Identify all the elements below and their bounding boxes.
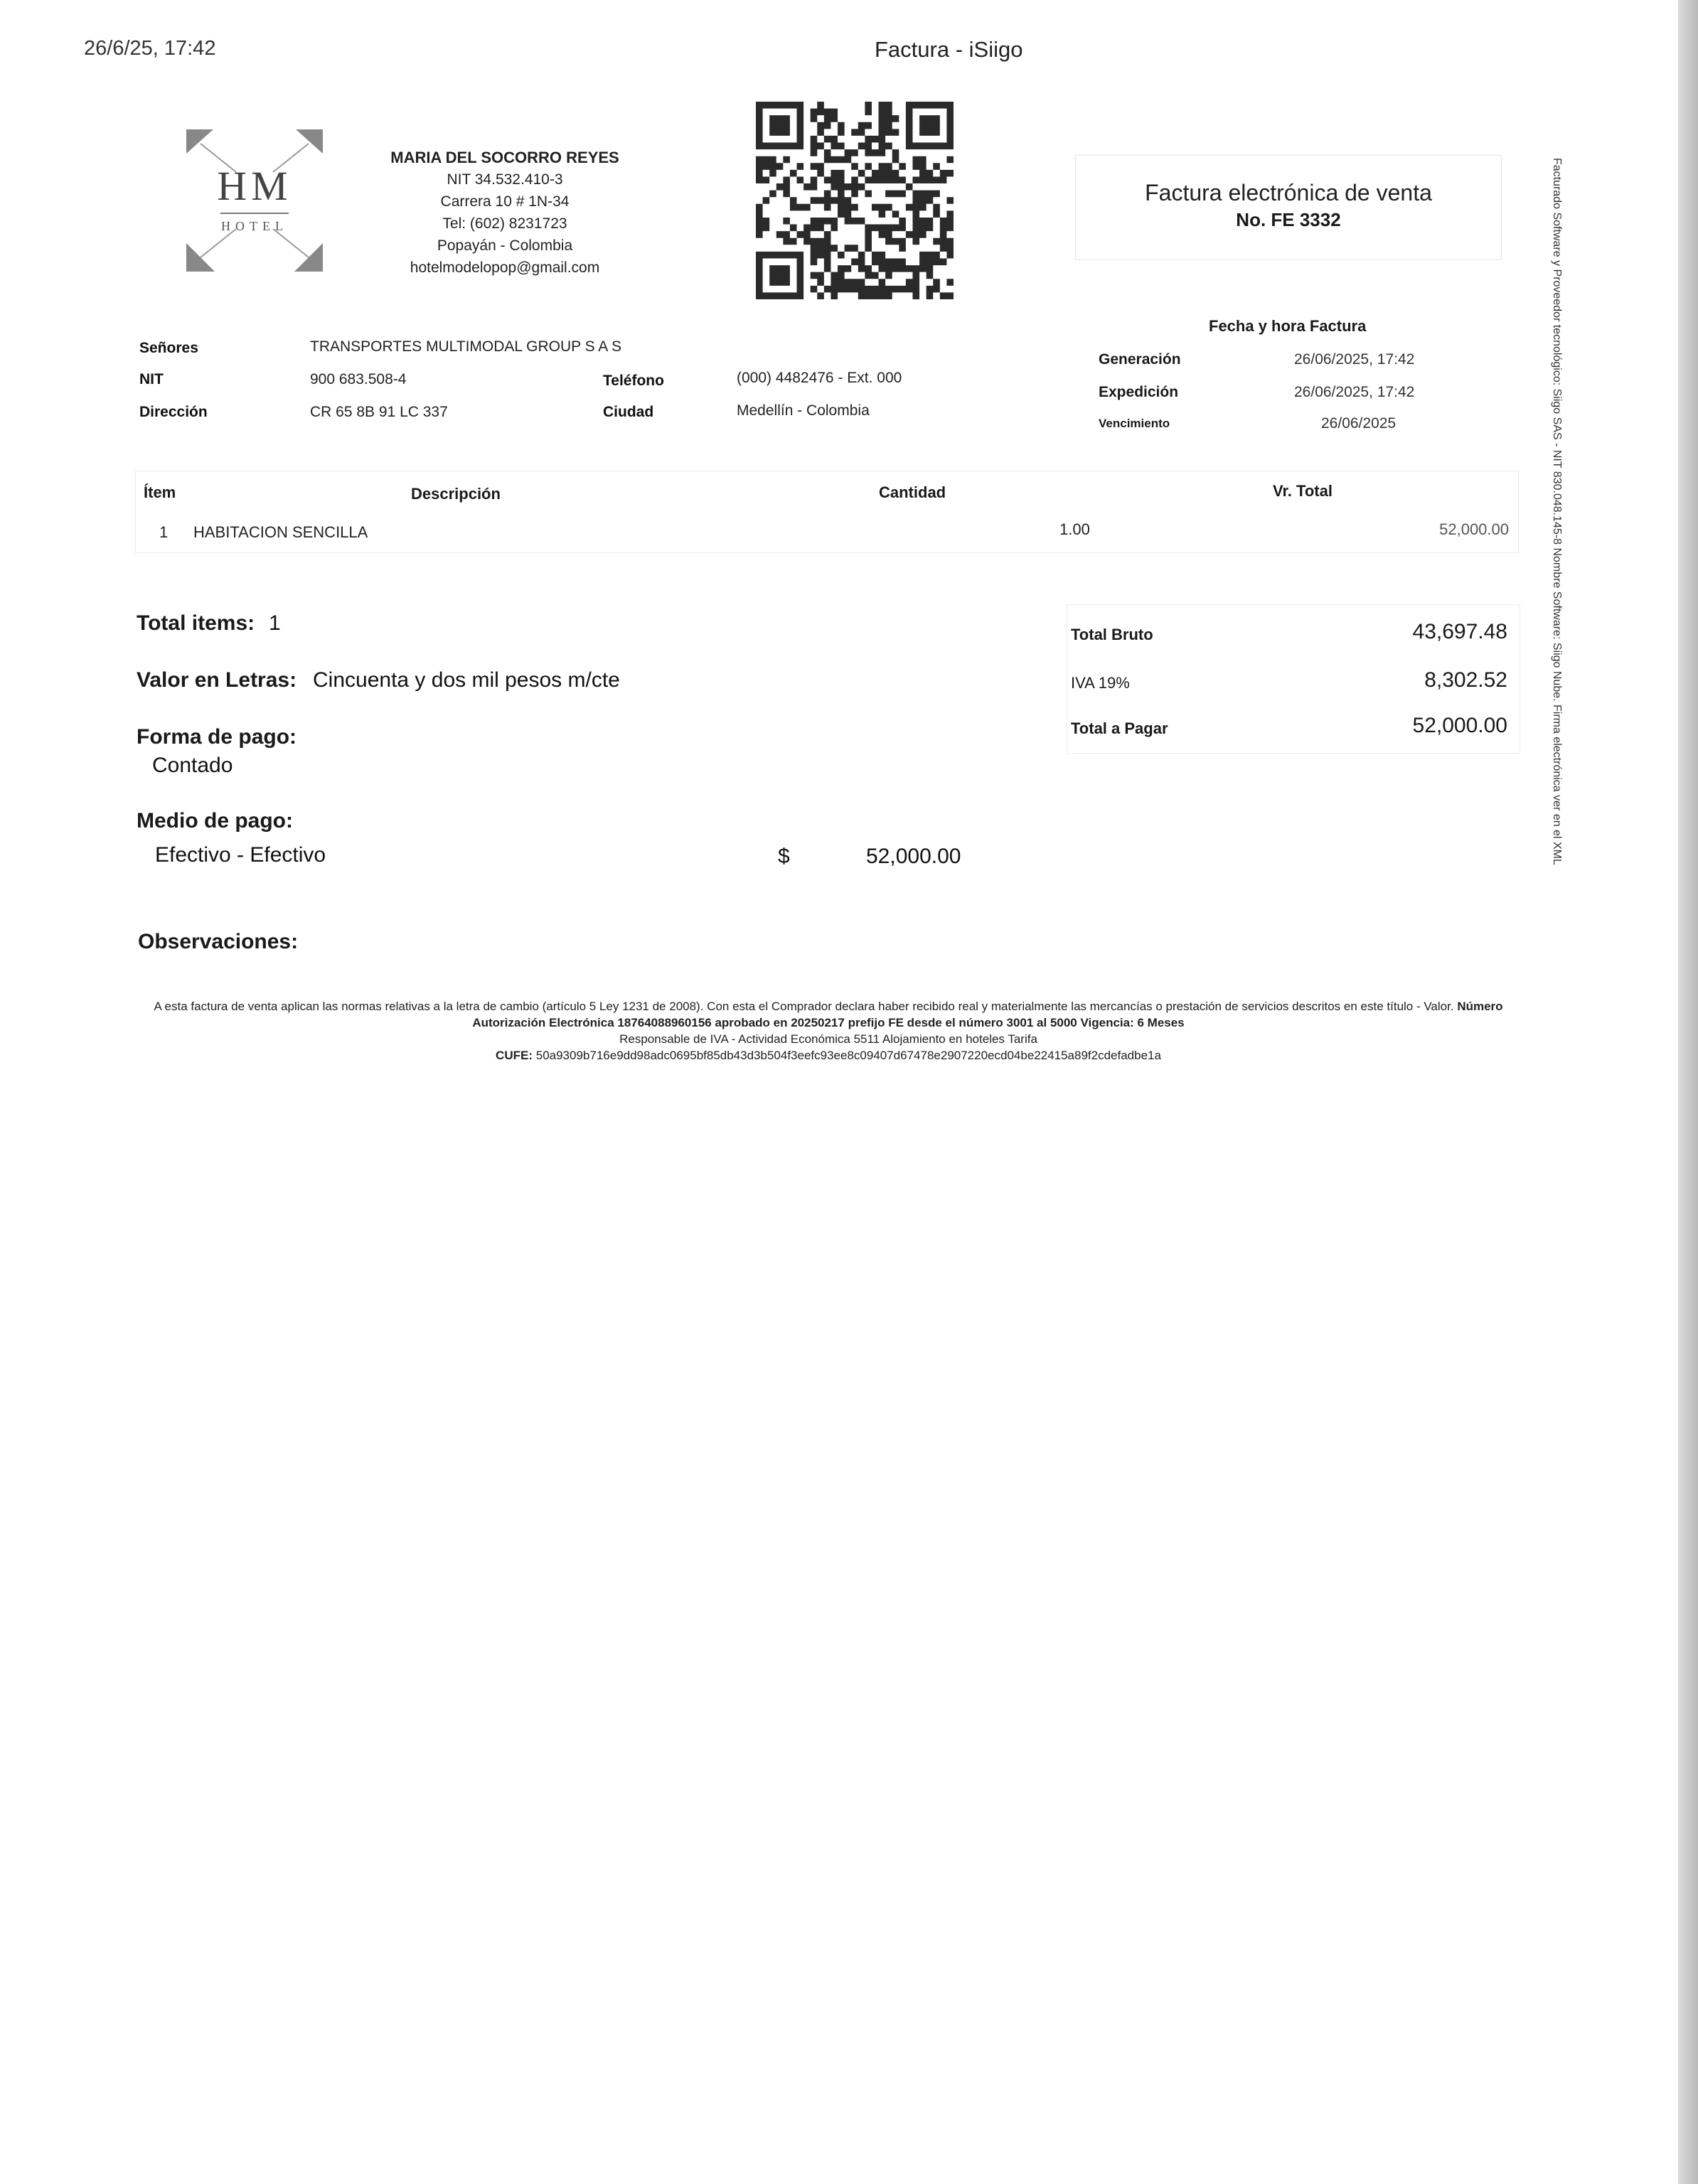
table-header-total: Vr. Total	[1273, 482, 1333, 500]
customer-nit-label: NIT	[139, 371, 164, 387]
currency-symbol: $	[778, 845, 790, 868]
customer-nit-value: 900 683.508-4	[310, 371, 407, 387]
senores-label: Señores	[139, 340, 198, 356]
total-pagar-value: 52,000.00	[1412, 714, 1507, 737]
telefono-label: Teléfono	[603, 373, 664, 389]
cufe-label: CUFE:	[496, 1049, 533, 1062]
iva-value: 8,302.52	[1424, 668, 1507, 692]
cufe-line	[142, 1047, 1515, 1064]
total-pagar-label: Total a Pagar	[1071, 719, 1168, 737]
qr-code-icon	[756, 98, 954, 303]
document-title: Factura electrónica de venta	[1145, 180, 1432, 205]
senores-value: TRANSPORTES MULTIMODAL GROUP S A S	[310, 338, 621, 355]
cufe-value: 50a9309b716e9dd98adc0695bf85db43d3b504f3eefc93ee8c09407d67478e2907220ecd04be22415a89f2cdefadbe1a	[535, 1049, 1161, 1062]
issuer-name: MARIA DEL SOCORRO REYES	[390, 149, 619, 166]
total-items-label: Total items:	[137, 611, 255, 635]
valor-letras-value: Cincuenta y dos mil pesos m/cte	[313, 668, 620, 692]
table-header-descripcion: Descripción	[411, 485, 501, 503]
generacion-value: 26/06/2025, 17:42	[1294, 351, 1415, 368]
logo-initials: HM	[217, 163, 292, 209]
issuer-nit: NIT 34.532.410-3	[447, 171, 563, 188]
logo-word: HOTEL	[221, 219, 288, 233]
expedicion-value: 26/06/2025, 17:42	[1294, 384, 1415, 400]
issuer-email: hotelmodelopop@gmail.com	[410, 259, 600, 276]
fecha-hora-title: Fecha y hora Factura	[1209, 317, 1367, 335]
table-row-total: 52,000.00	[1439, 520, 1509, 538]
observaciones-label: Observaciones:	[138, 930, 299, 953]
total-bruto-label: Total Bruto	[1071, 626, 1153, 643]
ciudad-label: Ciudad	[603, 404, 654, 420]
generacion-label: Generación	[1099, 351, 1181, 368]
expedicion-label: Expedición	[1099, 384, 1179, 400]
issuer-phone: Tel: (602) 8231723	[442, 215, 567, 232]
telefono-value: (000) 4482476 - Ext. 000	[737, 370, 902, 386]
medio-pago-amount: 52,000.00	[866, 845, 961, 868]
medio-pago-label: Medio de pago:	[137, 809, 293, 833]
print-date: 26/6/25, 17:42	[84, 37, 216, 60]
table-header-item: Ítem	[144, 483, 176, 501]
issuer-block	[370, 146, 640, 279]
table-header-cantidad: Cantidad	[879, 483, 946, 501]
forma-pago-label: Forma de pago:	[137, 725, 297, 749]
table-row-item: 1	[159, 523, 169, 541]
total-items-value: 1	[269, 611, 281, 635]
vencimiento-value: 26/06/2025	[1321, 415, 1397, 432]
side-provider-text-box	[1546, 158, 1567, 1039]
table-row-cantidad: 1.00	[1059, 520, 1090, 538]
responsable-text: Responsable de IVA - Actividad Económica 5511 Alojamiento en hoteles Tarifa	[619, 1032, 1037, 1046]
issuer-address: Carrera 10 # 1N-34	[440, 193, 570, 210]
valor-letras-label: Valor en Letras:	[137, 668, 297, 692]
direccion-value: CR 65 8B 91 LC 337	[310, 404, 448, 420]
ciudad-value: Medellín - Colombia	[737, 402, 870, 419]
table-row-descripcion: HABITACION SENCILLA	[193, 523, 368, 541]
vencimiento-label: Vencimiento	[1099, 417, 1170, 430]
total-bruto-value: 43,697.48	[1412, 620, 1507, 643]
direccion-label: Dirección	[139, 404, 208, 420]
page-edge-shadow	[1678, 0, 1698, 2184]
authorization-text: Número Autorización Electrónica 18764088960156 aprobado en 20250217 prefijo FE desde el número 3001 al 5000 Vigencia: 6 Meses	[472, 1000, 1503, 1029]
legal-footer	[142, 998, 1515, 1064]
issuer-city: Popayán - Colombia	[437, 237, 573, 254]
document-number: No. FE 3332	[1236, 209, 1341, 230]
legal-text: A esta factura de venta aplican las normas relativas a la letra de cambio (artículo 5 Ley 1231 de 2008). Con esta el Comprador declara haber recibido real y materialmente las mercancías o prestación de servicios descritos en este título - Valor.	[154, 1000, 1454, 1013]
iva-label: IVA 19%	[1071, 674, 1130, 692]
window-title: Factura - iSiigo	[875, 37, 1023, 62]
medio-pago-value: Efectivo - Efectivo	[155, 843, 326, 867]
forma-pago-value: Contado	[152, 754, 233, 777]
document-title-box	[1075, 155, 1502, 260]
side-provider-text: Facturado Software y Proveedor tecnológico: Siigo SAS - NIT 830.048.145-8 Nombre Software: Siigo Nube. Firma electrónica ver en el XML	[1551, 158, 1563, 865]
hotel-logo	[186, 129, 323, 272]
